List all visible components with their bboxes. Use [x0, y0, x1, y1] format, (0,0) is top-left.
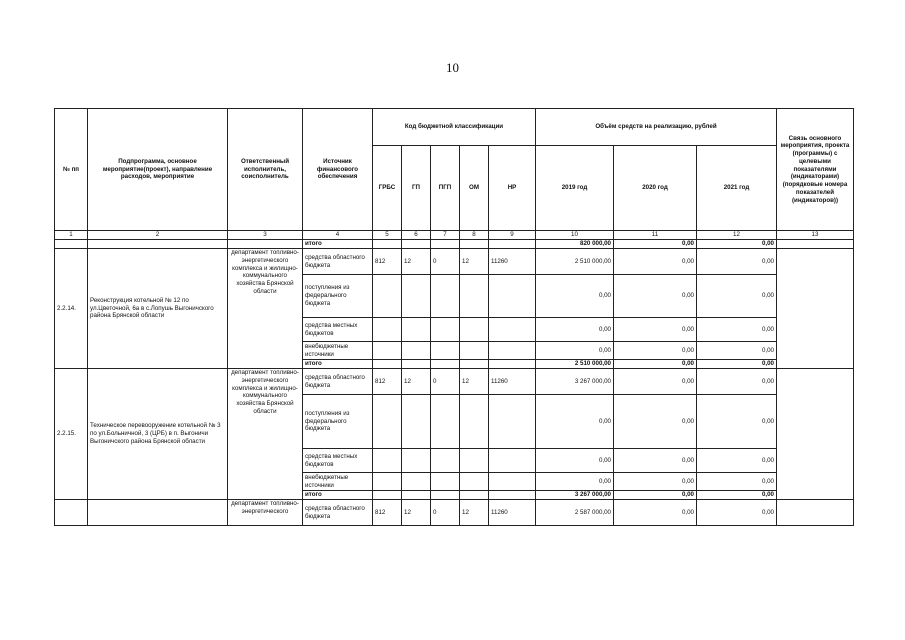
source-label: средства местных бюджетов: [303, 318, 373, 342]
item-responsible: департамент топливно-энергетического: [228, 500, 303, 526]
page-number: 10: [446, 60, 459, 75]
pgp-code: 0: [431, 500, 460, 526]
value-2021: 0,00: [697, 449, 777, 473]
item-responsible: департамент топливно-энергетического комплекса и жилищно-коммунального хозяйства Брянской области: [228, 249, 303, 369]
nr-code: 11260: [489, 249, 536, 275]
total-label: итого: [303, 491, 373, 500]
value-2019: 0,00: [536, 473, 614, 491]
table-row-prev-total: [55, 240, 854, 249]
col-num: 5: [373, 231, 402, 240]
item-number: 2.2.15.: [55, 369, 88, 500]
total-label: итого: [303, 240, 373, 249]
value-2019: 0,00: [536, 395, 614, 449]
col-num: 9: [489, 231, 536, 240]
om-code: 12: [460, 369, 489, 395]
value-2019: 0,00: [536, 318, 614, 342]
header-source: Источник финансового обеспечения: [303, 109, 373, 231]
value-2020: 0,00: [614, 249, 697, 275]
om-code: 12: [460, 500, 489, 526]
value-2020: 0,00: [614, 275, 697, 318]
col-num: 1: [55, 231, 88, 240]
header-responsible: Ответственный исполнитель, соисполнитель: [228, 109, 303, 231]
table-row: [55, 369, 854, 395]
value-2021: 0,00: [697, 395, 777, 449]
header-row-1: [55, 109, 854, 146]
value-2020: 0,00: [614, 473, 697, 491]
value-2021: 0,00: [697, 500, 777, 526]
value-2021: 0,00: [697, 318, 777, 342]
value-2021: 0,00: [697, 275, 777, 318]
header-nr: НР: [489, 146, 536, 231]
value-2021: 0,00: [697, 240, 777, 249]
gp-code: 12: [402, 249, 431, 275]
column-numbers-row: [55, 231, 854, 240]
header-kbk: Код бюджетной классификации: [373, 109, 536, 146]
total-label: итого: [303, 360, 373, 369]
value-2021: 0,00: [697, 249, 777, 275]
value-2020: 0,00: [614, 369, 697, 395]
value-2020: 0,00: [614, 500, 697, 526]
value-2021: 0,00: [697, 369, 777, 395]
header-2020: 2020 год: [614, 146, 697, 231]
col-num: 11: [614, 231, 697, 240]
gp-code: 12: [402, 369, 431, 395]
table-row: [55, 500, 854, 526]
value-2019: 0,00: [536, 342, 614, 360]
value-2021: 0,00: [697, 342, 777, 360]
table-row: [55, 249, 854, 275]
source-label: средства областного бюджета: [303, 500, 373, 526]
pgp-code: 0: [431, 369, 460, 395]
pgp-code: 0: [431, 249, 460, 275]
col-num: 4: [303, 231, 373, 240]
header-subprogram: Подпрограмма, основное мероприятие(проект), направление расходов, мероприятие: [88, 109, 228, 231]
value-2019: 820 000,00: [536, 240, 614, 249]
gp-code: 12: [402, 500, 431, 526]
source-label: средства местных бюджетов: [303, 449, 373, 473]
value-2019: 2 510 000,00: [536, 360, 614, 369]
header-2021: 2021 год: [697, 146, 777, 231]
value-2019: 2 510 000,00: [536, 249, 614, 275]
col-num: 7: [431, 231, 460, 240]
col-num: 6: [402, 231, 431, 240]
item-name: Техническое перевооружение котельной № 3 по ул.Больничной, 3 (ЦРБ) в п. Выгоничи Выгоничского района Брянской области: [88, 369, 228, 500]
value-2021: 0,00: [697, 360, 777, 369]
header-pgp: ПГП: [431, 146, 460, 231]
value-2019: 3 267 000,00: [536, 491, 614, 500]
header-npp: № пп: [55, 109, 88, 231]
value-2020: 0,00: [614, 395, 697, 449]
item-number: 2.2.14.: [55, 249, 88, 369]
item-responsible: департамент топливно-энергетического комплекса и жилищно-коммунального хозяйства Брянской области: [228, 369, 303, 500]
source-label: поступления из федерального бюджета: [303, 395, 373, 449]
budget-table: [54, 108, 854, 526]
value-2020: 0,00: [614, 240, 697, 249]
source-label: внебюджетные источники: [303, 473, 373, 491]
source-label: поступления из федерального бюджета: [303, 275, 373, 318]
value-2020: 0,00: [614, 342, 697, 360]
header-volume: Объём средств на реализацию, рублей: [536, 109, 777, 146]
value-2020: 0,00: [614, 491, 697, 500]
col-num: 8: [460, 231, 489, 240]
col-num: 3: [228, 231, 303, 240]
value-2021: 0,00: [697, 473, 777, 491]
value-2020: 0,00: [614, 360, 697, 369]
value-2021: 0,00: [697, 491, 777, 500]
source-label: средства областного бюджета: [303, 249, 373, 275]
value-2019: 3 267 000,00: [536, 369, 614, 395]
source-label: внебюджетные источники: [303, 342, 373, 360]
col-num: 12: [697, 231, 777, 240]
nr-code: 11260: [489, 369, 536, 395]
value-2019: 2 587 000,00: [536, 500, 614, 526]
nr-code: 11260: [489, 500, 536, 526]
header-link: Связь основного мероприятия, проекта (программы) с целевыми показателями (индикаторами) (порядковые номера показателей (индикаторов)): [777, 109, 854, 231]
grbs-code: 812: [373, 500, 402, 526]
value-2019: 0,00: [536, 275, 614, 318]
header-om: ОМ: [460, 146, 489, 231]
header-grbs: ГРБС: [373, 146, 402, 231]
value-2020: 0,00: [614, 318, 697, 342]
col-num: 13: [777, 231, 854, 240]
grbs-code: 812: [373, 249, 402, 275]
value-2020: 0,00: [614, 449, 697, 473]
item-name: Реконструкция котельной № 12 по ул.Цветочной, 6а в с.Лопушь Выгоничского района Брянской области: [88, 249, 228, 369]
header-gp: ГП: [402, 146, 431, 231]
source-label: средства областного бюджета: [303, 369, 373, 395]
header-2019: 2019 год: [536, 146, 614, 231]
col-num: 10: [536, 231, 614, 240]
om-code: 12: [460, 249, 489, 275]
value-2019: 0,00: [536, 449, 614, 473]
col-num: 2: [88, 231, 228, 240]
grbs-code: 812: [373, 369, 402, 395]
